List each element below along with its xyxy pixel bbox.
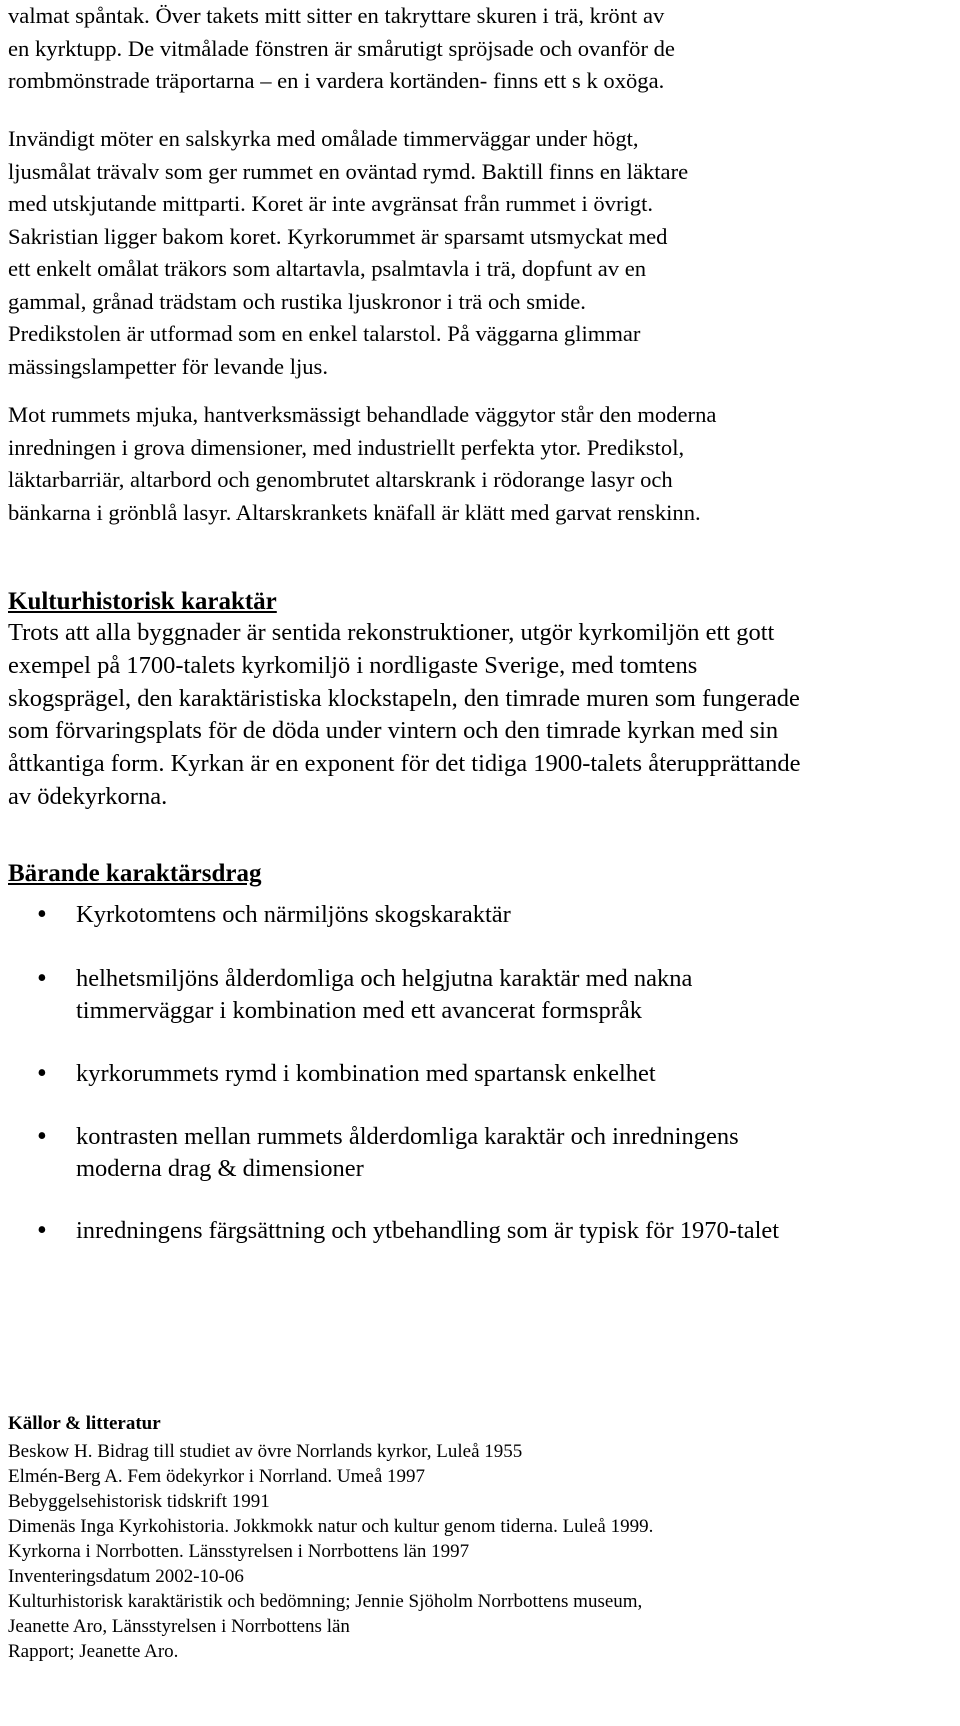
text-line: med utskjutande mittparti. Koret är inte avgränsat från rummet i övrigt. [8,191,653,216]
text-line: Sakristian ligger bakom koret. Kyrkorummet är sparsamt utsmyckat med [8,223,668,249]
text-line: åttkantiga form. Kyrkan är en exponent för det tidiga 1900-talets återupprättande [8,750,801,778]
text-line: som förvaringsplats för de döda under vintern och den timrade kyrkan med sin [8,717,779,745]
paragraph-interior [8,123,948,383]
list-item-text: moderna drag & dimensioner [76,1155,364,1182]
source-line: Elmén-Berg A. Fem ödekyrkor i Norrland. Umeå 1997 [8,1466,426,1487]
list-item-text: timmerväggar i kombination med ett avancerat formspråk [76,997,643,1024]
text-line: mässingslampetter för levande ljus. [8,353,328,379]
list-item-text: helhetsmiljöns ålderdomliga och helgjutna karaktär med nakna [76,965,693,992]
list-item-text: inredningens färgsättning och ytbehandling som är typisk för 1970-talet [76,1217,780,1244]
bullet-icon: • [37,1058,47,1089]
bullet-icon: • [37,1215,47,1246]
heading-sources: Källor & litteratur [8,1413,161,1434]
text-line: exempel på 1700-talets kyrkomiljö i nordligaste Sverige, med tomtens [8,651,698,679]
list-item-text: kontrasten mellan rummets ålderdomliga karaktär och inredningens [76,1123,739,1150]
list-item-text: kyrkorummets rymd i kombination med spartansk enkelhet [76,1060,656,1087]
source-line: Bebyggelsehistorisk tidskrift 1991 [8,1491,270,1512]
bullet-icon: • [37,1121,47,1152]
list-item-text: Kyrkotomtens och närmiljöns skogskaraktär [76,901,511,928]
paragraph-exterior [8,0,948,98]
text-line: gammal, grånad trädstam och rustika ljuskronor i trä och smide. [8,288,586,314]
source-line: Inventeringsdatum 2002-10-06 [8,1566,244,1587]
source-line: Rapport; Jeanette Aro. [8,1641,179,1662]
text-line: läktarbarriär, altarbord och genombrutet altarskrank i rödorange lasyr och [8,467,673,492]
text-line: ljusmålat trävalv som ger rummet en oväntad rymd. Baktill finns en läktare [8,158,689,184]
source-line: Jeanette Aro, Länsstyrelsen i Norrbottens län [8,1616,350,1637]
heading-key-features: Bärande karaktärsdrag [8,860,262,887]
text-line: Mot rummets mjuka, hantverksmässigt behandlade väggytor står den moderna [8,402,717,427]
text-line: bänkarna i grönblå lasyr. Altarskrankets knäfall är klätt med garvat renskinn. [8,499,701,525]
paragraph-cultural-character [8,617,952,814]
bullet-icon: • [37,899,47,930]
text-line: Predikstolen är utformad som en enkel talarstol. På väggarna glimmar [8,321,641,346]
heading-cultural-character: Kulturhistorisk karaktär [8,588,277,615]
source-line: Dimenäs Inga Kyrkohistoria. Jokkmokk natur och kultur genom tiderna. Luleå 1999. [8,1516,654,1537]
text-line: ett enkelt omålat träkors som altartavla, psalmtavla i trä, dopfunt av en [8,256,647,281]
text-line: rombmönstrade träportarna – en i vardera kortänden- finns ett s k oxöga. [8,68,665,93]
text-line: av ödekyrkorna. [8,782,168,810]
text-line: Trots att alla byggnader är sentida rekonstruktioner, utgör kyrkomiljön ett gott [8,619,775,646]
source-line: Beskow H. Bidrag till studiet av övre Norrlands kyrkor, Luleå 1955 [8,1441,523,1462]
text-line: valmat spåntak. Över takets mitt sitter en takryttare skuren i trä, krönt av [8,3,665,28]
text-line: Invändigt möter en salskyrka med omålade timmerväggar under högt, [8,126,639,151]
source-line: Kyrkorna i Norrbotten. Länsstyrelsen i Norrbottens län 1997 [8,1541,470,1562]
source-line: Kulturhistorisk karaktäristik och bedömning; Jennie Sjöholm Norrbottens museum, [8,1591,643,1612]
text-line: skogsprägel, den karaktäristiska klockstapeln, den timrade muren som fungerade [8,684,800,712]
bullet-icon: • [37,963,47,994]
text-line: inredningen i grova dimensioner, med industriellt perfekta ytor. Predikstol, [8,434,685,460]
text-line: en kyrktupp. De vitmålade fönstren är smårutigt spröjsade och ovanför de [8,35,675,61]
paragraph-modern-furnishing [8,399,948,529]
